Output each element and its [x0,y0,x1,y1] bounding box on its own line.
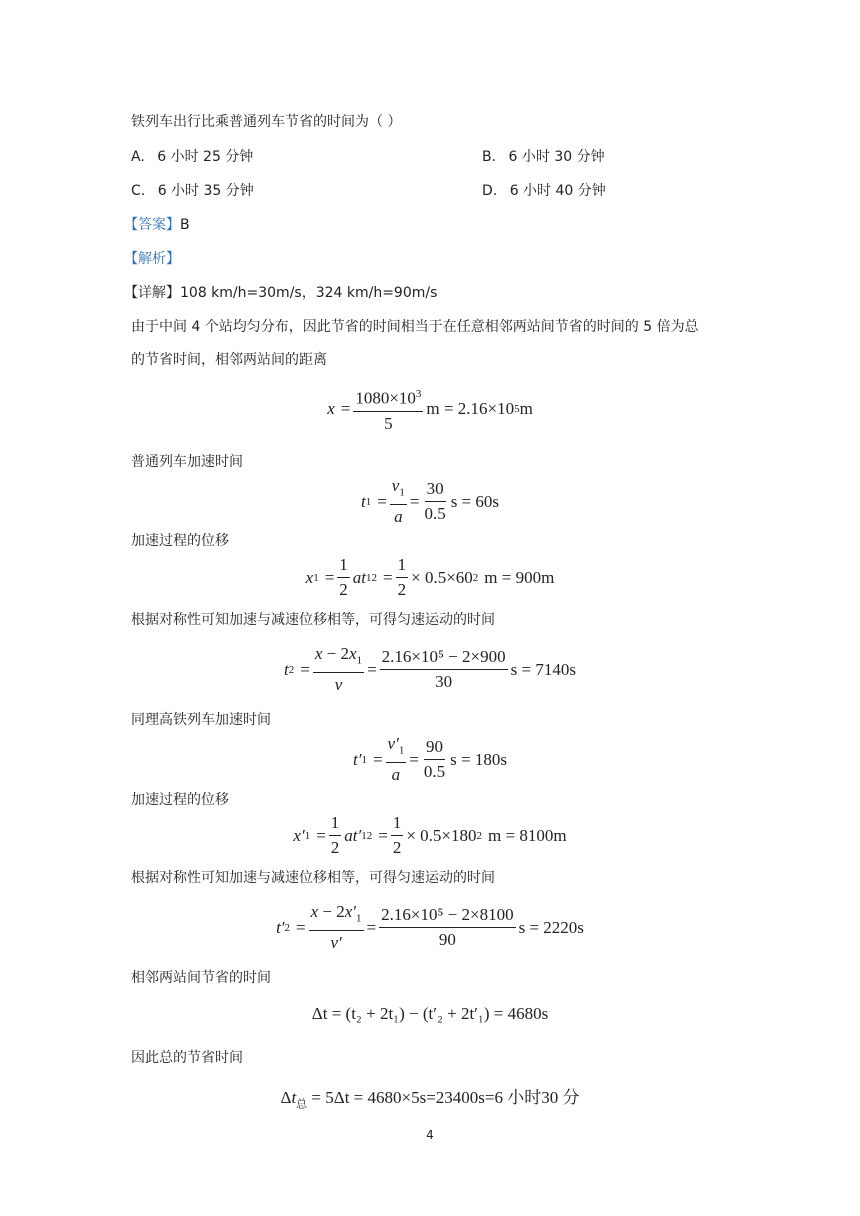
answer-line [124,214,190,234]
option-letter: A. [131,149,145,165]
eq-rhs: s = 60s [450,491,500,511]
eq-numerator-2: 2.16×10⁵ − 2×8100 [379,905,515,928]
eq-lhs: x [327,398,335,418]
eq-denominator: 5 [384,413,393,433]
equation-hs-accel-time: t′ 1 = $\frac{v'_1}{a}$ = $\frac{90}{0.5}$ s = 180s [353,734,507,785]
option-text: 6 小时 25 分钟 [157,149,254,165]
option-text: 6 小时 30 分钟 [508,149,605,165]
option-a [131,146,253,166]
option-letter: B. [482,149,497,165]
equation-hs-accel-displacement: x′ 1 = $\frac{1}{2}$ at′ 1 2 = $\frac{1}{2}$ × 0.5×180 2 m = 8100m [293,813,567,857]
eq-sup: 3 [415,388,422,400]
paragraph-1a: 由于中间 4 个站均匀分布，因此节省的时间相当于在任意相邻两站间节省的时间的 5 倍为总 [131,319,699,335]
eq-numerator-2: 90 [424,737,445,760]
eq-denominator-2: 90 [438,930,456,950]
paragraph-8: 相邻两站间节省的时间 [131,970,271,986]
answer-label: 【答案】 [124,217,180,233]
analysis-label: 【解析】 [124,251,180,267]
eq-text: Δt = (t₂ + 2t₁) − (t′₂ + 2t′₁) = 4680s [311,1004,549,1023]
eq-sub: 总 [296,1098,308,1111]
detail-text: 108 km/h=30m/s，324 km/h=90m/s [180,285,438,301]
eq-numerator-2: 30 [425,479,446,502]
eq-denominator: v [334,675,343,695]
equation-accel-displacement: x 1 = $\frac{1}{2}$ at 1 2 = $\frac{1}{2}$ × 0.5×60 2 m = 900m [305,555,555,599]
option-b [482,146,605,166]
option-letter: D. [482,183,498,199]
eq-rhs: s = 2220s [518,917,584,937]
eq-numerator: 1080×10 [355,388,416,408]
paragraph-2: 普通列车加速时间 [131,454,243,470]
paragraph-5: 同理高铁列车加速时间 [131,712,271,728]
equation-accel-time: t 1 = $\frac{v_1}{a}$ = $\frac{30}{0.5}$ s = 60s [360,476,500,527]
paragraph-7: 根据对称性可知加速与减速位移相等，可得匀速运动的时间 [131,870,495,886]
paragraph-9: 因此总的节省时间 [131,1050,243,1066]
eq-denominator-2: 0.5 [423,762,446,782]
eq-mid: × 0.5×60 [411,567,473,587]
equation-total-saved: $\Delta t_总 = 5\Delta t = 4680\times 5s=23400s=6$ 小时30 分 [280,1088,580,1111]
page-number: 4 [426,1128,434,1142]
option-text: 6 小时 35 分钟 [157,183,254,199]
eq-rhs: = 5Δt = 4680×5s=23400s=6 小时30 分 [307,1088,580,1107]
eq-rhs: m = 900m [484,567,555,587]
paragraph-4: 根据对称性可知加速与减速位移相等，可得匀速运动的时间 [131,612,495,628]
detail-line [124,282,437,302]
option-d [482,180,606,200]
option-text: 6 小时 40 分钟 [509,183,606,199]
equation-hs-uniform-time: t′ 2 = $\frac{x - 2x'_1}{v'}$ = $\frac{\text{2.16×10⁵ − 2×8100}}{90}$ s = 2220s [276,902,584,953]
eq-rhs: s = 7140s [510,659,576,679]
eq-rhs-end: m [519,398,533,418]
eq-rhs-sup: 5 [514,402,520,415]
answer-value: B [180,217,190,233]
eq-denominator-2: 0.5 [424,504,446,524]
eq-mid: × 0.5×180 [406,825,477,845]
equation-saved-per-segment [0,1004,860,1024]
eq-rhs: m = 8100m [488,825,567,845]
eq-denominator-2: 30 [435,672,453,692]
detail-label: 【详解】 [124,285,180,301]
equation-uniform-time: t 2 = $\frac{x - 2x_1}{v}$ = $\frac{\text{2.16×10⁵ − 2×900}}{30}$ s = 7140s [284,644,576,695]
eq-rhs: s = 180s [450,749,507,769]
eq-numerator-2: 2.16×10⁵ − 2×900 [380,647,508,670]
paragraph-6: 加速过程的位移 [131,792,229,808]
eq-rhs: m = 2.16×10 [426,398,515,418]
option-c [131,180,254,200]
option-letter: C. [131,183,146,199]
equation-distance: x = $\frac{1080\times 10^3}{5}$ m = 2.16×10 5 m [0,384,860,434]
eq-denominator: a [394,507,403,527]
question-stem: 铁列车出行比乘普通列车节省的时间为（ ） [131,114,402,130]
paragraph-1b: 的节省时间，相邻两站间的距离 [131,352,327,368]
eq-numerator: v [391,476,400,495]
paragraph-3: 加速过程的位移 [131,533,229,549]
